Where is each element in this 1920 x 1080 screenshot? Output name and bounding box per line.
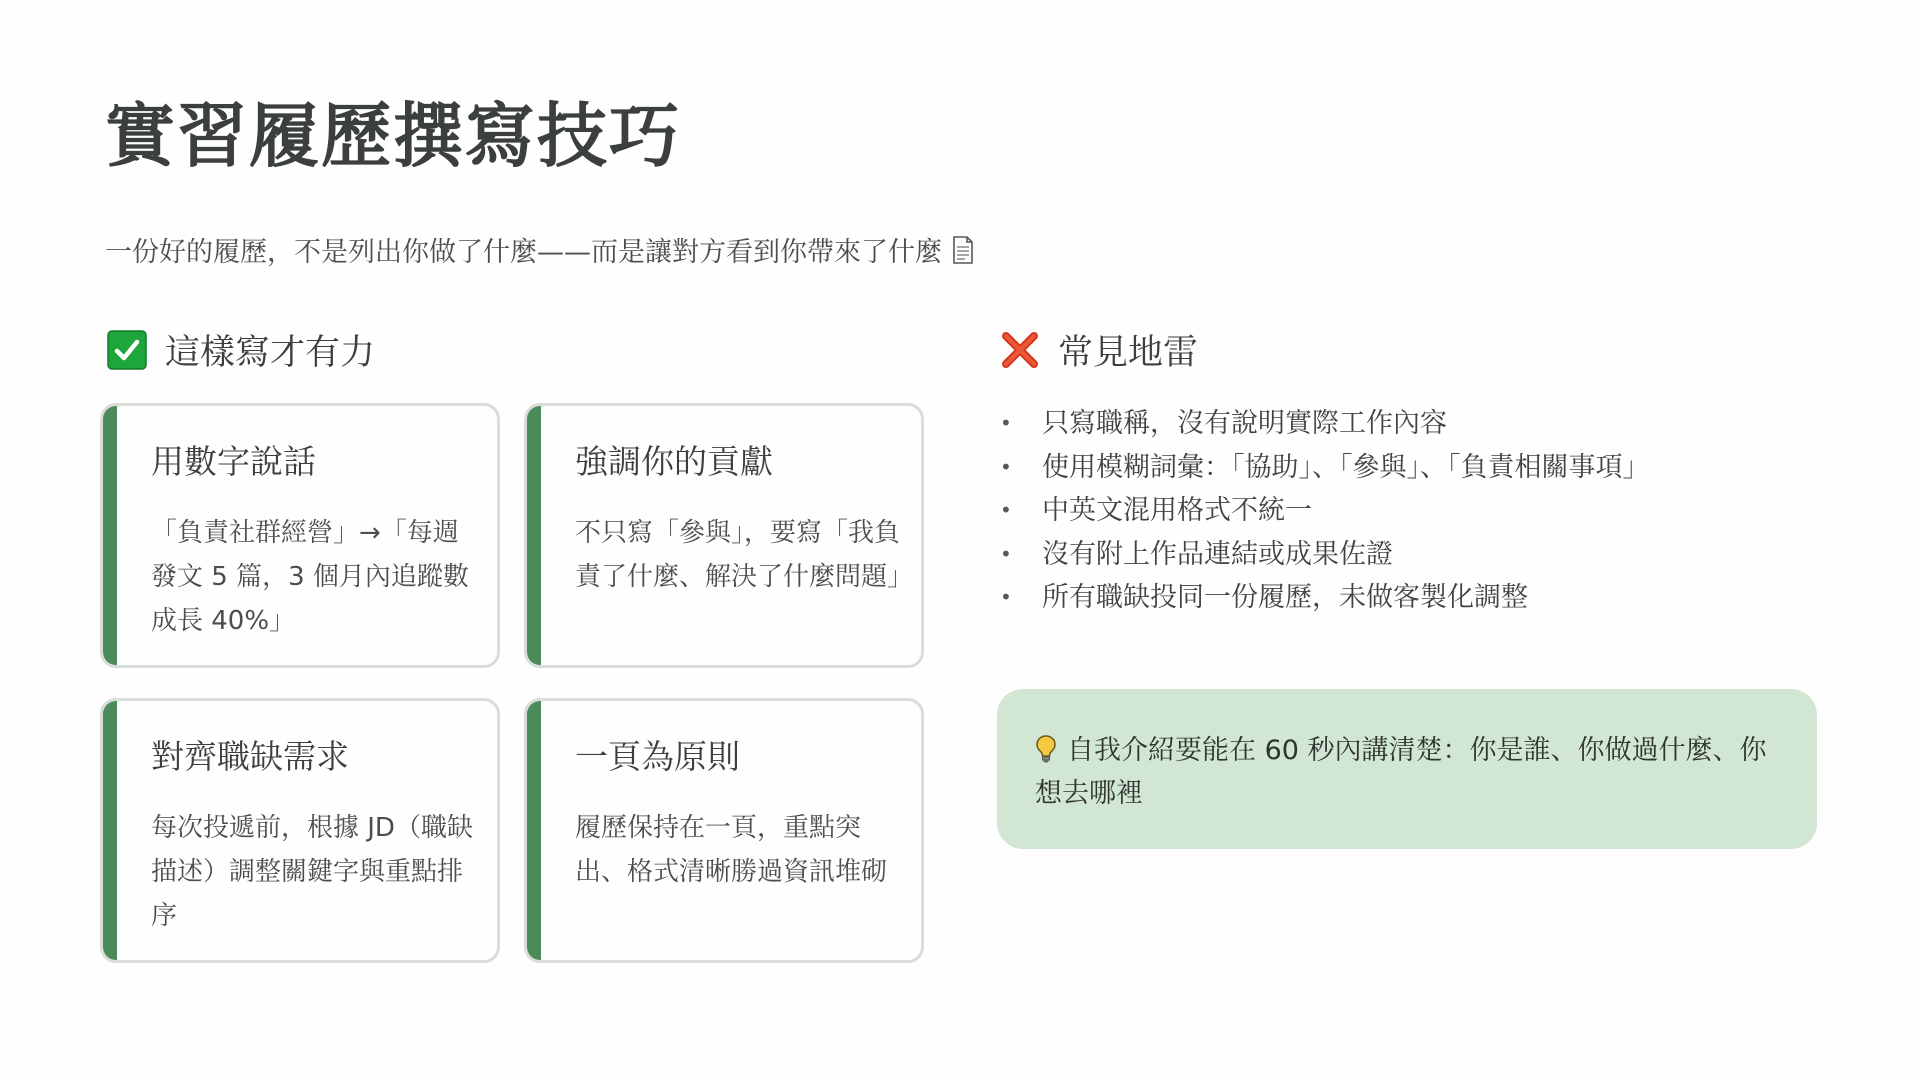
tip-card-match-job	[100, 698, 500, 963]
card-body: 每次投遞前，根據 JD（職缺描述）調整關鍵字與重點排序	[151, 813, 473, 931]
check-box-icon	[107, 330, 147, 370]
card-title: 用數字說話	[151, 442, 316, 481]
tip-card-emphasize-contribution	[524, 403, 924, 668]
tip-card-use-numbers	[100, 403, 500, 668]
list-item: • 只寫職稱，沒有說明實際工作內容	[1000, 402, 1650, 446]
page-subtitle	[105, 230, 974, 269]
common-pitfalls-heading-text: 常見地雷	[1058, 333, 1199, 373]
card-title: 強調你的貢獻	[575, 442, 773, 481]
list-item: • 中英文混用格式不統一	[1000, 489, 1650, 533]
list-item: • 使用模糊詞彙：「協助」、「參與」、「負責相關事項」	[1000, 446, 1650, 490]
tip-text: 自我介紹要能在 60 秒內講清楚：你是誰、你做過什麼、你想去哪裡	[1035, 735, 1767, 809]
page-title: 實習履歷撰寫技巧	[105, 95, 681, 177]
document-icon	[952, 236, 974, 264]
cross-mark-icon	[1000, 330, 1040, 370]
subtitle-text: 一份好的履歷，不是列出你做了什麼——而是讓對方看到你帶來了什麼	[105, 237, 942, 268]
list-item: • 沒有附上作品連結或成果佐證	[1000, 533, 1650, 577]
common-pitfalls-heading	[1000, 325, 1198, 375]
card-title: 一頁為原則	[575, 737, 740, 776]
card-body: 「負責社群經營」→「每週發文 5 篇，3 個月內追蹤數成長 40%」	[151, 518, 469, 636]
list-item: • 所有職缺投同一份履歷，未做客製化調整	[1000, 576, 1650, 620]
card-title: 對齊職缺需求	[151, 737, 349, 776]
strong-writing-heading	[107, 325, 375, 375]
tip-card-one-page	[524, 698, 924, 963]
card-body: 履歷保持在一頁，重點突出、格式清晰勝過資訊堆砌	[575, 813, 888, 887]
card-body: 不只寫「參與」，要寫「我負責了什麼、解決了什麼問題」	[575, 518, 914, 592]
lightbulb-icon	[1035, 734, 1057, 764]
tip-text-container	[1035, 729, 1779, 815]
self-intro-tip-box	[997, 689, 1817, 849]
strong-writing-heading-text: 這樣寫才有力	[165, 333, 376, 373]
pitfall-list	[1000, 402, 1650, 620]
